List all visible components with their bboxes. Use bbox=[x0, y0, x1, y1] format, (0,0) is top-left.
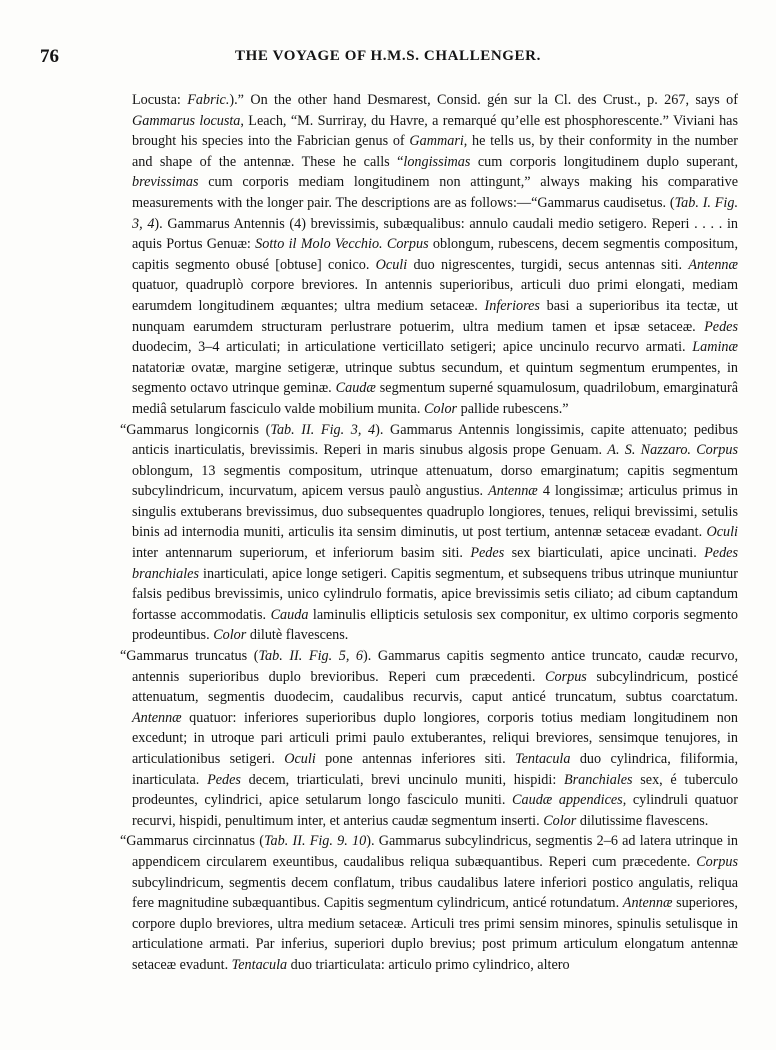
italic-text: Antennæ bbox=[622, 895, 673, 912]
text-run: laminulis ellipticis setulosis sex componitur, ex ultimo corporis segmento prodeuntibus. bbox=[132, 606, 738, 644]
text-run: “Gammarus longicornis ( bbox=[120, 421, 271, 438]
text-run: ). Gammarus capitis segmento antice truncato, caudæ recurvo, antennis superioribus duplo brevioribus. Reperi cum præcedenti. bbox=[132, 648, 738, 685]
paragraph bbox=[120, 646, 739, 831]
italic-text: Pedes branchiales bbox=[132, 545, 739, 582]
text-run: dilutè flavescens. bbox=[246, 627, 349, 644]
italic-text: Antennæ bbox=[688, 256, 738, 273]
italic-text: Caudæ bbox=[335, 380, 376, 397]
italic-text: Tab. II. Fig. 5, 6 bbox=[258, 648, 364, 665]
text-run: superiores, corpore duplo breviores, ultra medium setaceæ. Articuli tres primi sensim minores, spinulis setulisque in articulatione armati. Par inferius, superiori duplo brevius; post primum articulum elongatum antennæ setaceæ evadunt. bbox=[132, 895, 738, 973]
italic-text: Corpus bbox=[386, 236, 429, 253]
italic-text: Caudæ appendices bbox=[512, 792, 623, 809]
italic-text: Branchiales bbox=[563, 771, 633, 788]
text-run: subcylindricum, segmentis decem conflatum, tribus caudalibus latere inferiori postico angulatis, reliqua fere magnitudine subæquantibus. Capitis segmentum cylindricum, anticé rotundatum. bbox=[132, 874, 738, 912]
paragraph bbox=[132, 90, 738, 420]
text-run: sex, é tuberculo prodeuntes, cylindrici, apice setularum longo fasciculo muniti. bbox=[132, 771, 738, 809]
italic-text: Sotto il Molo Vecchio. bbox=[255, 236, 383, 253]
italic-text: brevissimas bbox=[132, 174, 199, 191]
italic-text: Corpus bbox=[545, 668, 587, 685]
text-run: duo nigrescentes, turgidi, secus antennas siti. bbox=[407, 256, 689, 273]
paragraph bbox=[120, 420, 739, 647]
italic-text: Antennæ bbox=[132, 709, 182, 726]
page-header bbox=[40, 46, 736, 70]
italic-text: Oculi bbox=[284, 751, 316, 767]
text-run: “Gammarus circinnatus ( bbox=[120, 833, 264, 850]
text-run: dilutissime flavescens. bbox=[576, 812, 709, 829]
text-run: pone antennas inferiores siti. bbox=[315, 751, 516, 767]
italic-text: Color bbox=[213, 627, 247, 644]
text-run: , he tells us, by their conformity in the number and shape of the antennæ. These he calls “ bbox=[132, 133, 739, 170]
italic-text: Tentacula bbox=[231, 956, 288, 973]
italic-text: Gammarus locusta bbox=[132, 112, 241, 129]
text-run: , Leach, “M. Surriray, du Havre, a remarqué qu’elle est phosphorescente.” Viviani has brought his species into the Fabrician genus of bbox=[132, 112, 738, 150]
italic-text: Color bbox=[423, 400, 458, 417]
text-run: 4 longissimæ; articulus primus in singulis extuberans brevissimus, duo subsequentes quadruplo longiores, tenues, reliqui brevissimi, setulis binis ad internodia muniti, articulis ita sensim diminutis, ut post tertium, antennæ setaceæ evadant. bbox=[132, 483, 738, 541]
paragraph bbox=[120, 831, 738, 975]
text-run: inarticulati, apice longe setigeri. Capitis segmentum, et subsequens tribus utrinque muniuntur falsis pedibus brevissimis, unico cylindrulo formatis, apice brevissimis setis ciliato; ad cibum captandum fortasse accommodatis. bbox=[132, 565, 738, 623]
italic-text: Fabric. bbox=[187, 92, 230, 108]
text-run: natatoriæ ovatæ, margine setigeræ, utrinque subtus secundum, et quintum segmentum erumpentes, in segmento octavo utrinque geminæ. bbox=[132, 359, 738, 397]
text-run: segmentum superné squamulosum, quadrilobum, emarginaturâ mediâ setularum fasciculo valde mobilium munita. bbox=[132, 380, 738, 417]
italic-text: Oculi bbox=[375, 256, 408, 273]
text-run: basi a superioribus ita tectæ, ut nunquam earumdem structuram perlustrare potuerim, ultra medium tamen et ipsæ setaceæ. bbox=[132, 297, 738, 335]
text-run: ).” On the other hand Desmarest, Consid. gén sur la Cl. des Crust., p. 267, says of bbox=[229, 92, 738, 108]
text-run: oblongum, rubescens, decem segmentis compositum, capitis segmento obusé [obtuse] conico. bbox=[132, 236, 739, 273]
text-run: quatuor, quadruplò corpore breviores. In antennis superioribus, articuli duo primi elongati, mediam earumdem longitudinem æquantes; ultra medium setaceæ. bbox=[132, 277, 738, 314]
text-run: quatuor: inferiores superioribus duplo longiores, corporis totius mediam longitudinem non excedunt; in utroque pari articuli primi paulo extuberantes, reliqui breviores, sensimque tenujores, in articulationibus setigeri. bbox=[132, 709, 738, 767]
italic-text: Pedes bbox=[704, 318, 738, 335]
text-run: duo triarticulata: articulo primo cylindrico, altero bbox=[287, 956, 570, 973]
running-title: THE VOYAGE OF H.M.S. CHALLENGER. bbox=[235, 48, 541, 64]
italic-text: Inferiores bbox=[484, 297, 540, 314]
text-run: cum corporis mediam longitudinem non attingunt,” always making his comparative measurements with the longer pair. The descriptions are as follows:—“Gammarus caudisetus. ( bbox=[132, 174, 738, 211]
italic-text: Oculi bbox=[706, 524, 738, 541]
text-run: , cylindruli quatuor recurvi, hispidi, penultimum inter, et anterius caudæ segmentum inserti. bbox=[132, 792, 738, 829]
text-run: Locusta: bbox=[132, 92, 188, 108]
text-run: oblongum, 13 segmentis compositum, utrinque attenuatum, dorso emarginatum; capitis segmentum subcylindricum, incurvatum, apicem versus paulò angustius. bbox=[132, 462, 738, 500]
italic-text: A. S. Nazzaro. Corpus bbox=[607, 442, 738, 459]
text-run: subcylindricum, posticé attenuatum, segmentis duodecim, caudalibus recurvis, caput anticé truncatum, subtus coarctatum. bbox=[132, 668, 738, 706]
text-run: cum corporis longitudinem duplo superant, bbox=[470, 153, 738, 170]
italic-text: Pedes bbox=[207, 771, 241, 788]
text-run: duodecim, 3–4 articulati; in articulatione verticillato setigeri; apice uncinulo recurvo armati. bbox=[132, 339, 693, 356]
body-text bbox=[120, 90, 739, 976]
italic-text: Cauda bbox=[270, 606, 309, 623]
text-run: sex biarticulati, apice uncinati. bbox=[504, 545, 705, 562]
italic-text: longissimas bbox=[403, 153, 471, 170]
text-run: ). Gammarus subcylindricus, segmentis 2–6 ad latera utrinque in appendicem circularem exeuntibus, caudalibus reliqua subæquantibus. Reperi cum præcedente. bbox=[132, 833, 738, 870]
text-run: pallide rubescens.” bbox=[457, 400, 569, 417]
page-number: 76 bbox=[40, 46, 59, 67]
italic-text: Tentacula bbox=[515, 751, 571, 767]
italic-text: Corpus bbox=[696, 853, 738, 870]
italic-text: Gammari bbox=[409, 133, 464, 150]
text-run: ). Gammarus Antennis (4) brevissimis, subæqualibus: annulo caudali medio setigero. Reperi . . . . in aquis Portus Genuæ: bbox=[132, 215, 739, 253]
text-run: duo cylindrica, filiformia, inarticulata. bbox=[132, 751, 739, 788]
text-run: “Gammarus truncatus ( bbox=[120, 648, 259, 665]
text-run: inter antennarum superiorum, et inferiorum basim siti. bbox=[132, 545, 471, 562]
text-run: ). Gammarus Antennis longissimis, capite attenuato; pedibus anticis inarticulatis, brevissimis. Reperi in maris sinubus algosis prope Genuam. bbox=[132, 421, 738, 459]
italic-text: Color bbox=[543, 812, 577, 829]
italic-text: Pedes bbox=[470, 545, 505, 562]
text-run: decem, triarticulati, brevi uncinulo muniti, hispidi: bbox=[240, 771, 564, 788]
italic-text: Tab. II. Fig. 9. 10 bbox=[263, 833, 367, 850]
italic-text: Antennæ bbox=[488, 483, 538, 500]
italic-text: Tab. I. Fig. 3, 4 bbox=[132, 194, 738, 232]
italic-text: Tab. II. Fig. 3, 4 bbox=[270, 421, 376, 438]
italic-text: Laminæ bbox=[692, 339, 738, 356]
